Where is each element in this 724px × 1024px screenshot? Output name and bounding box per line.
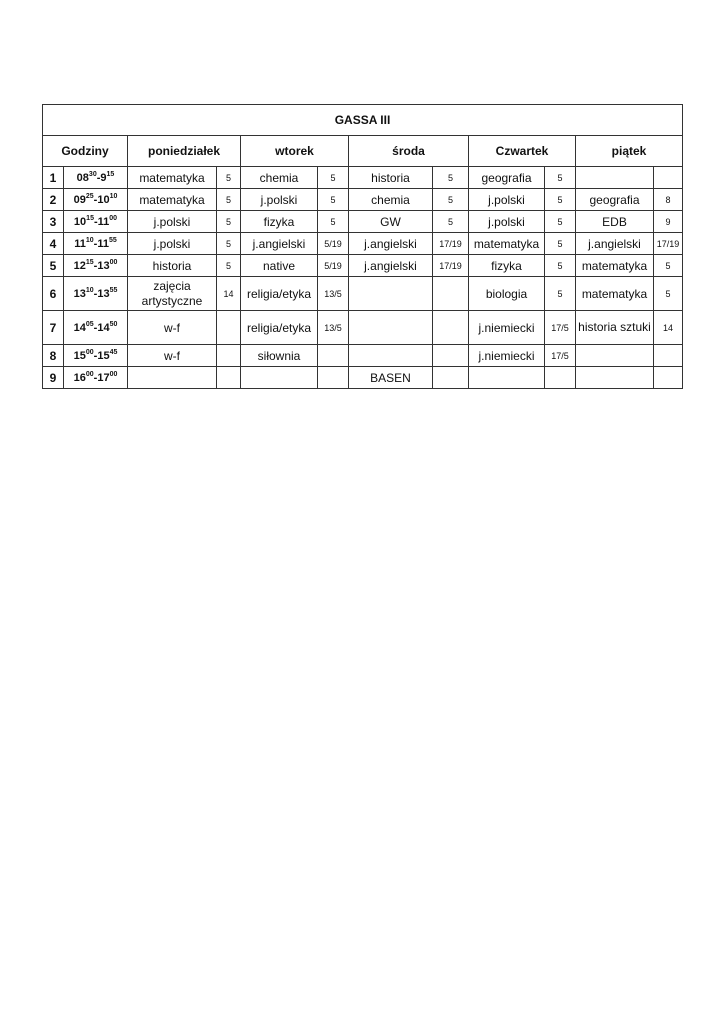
lesson-number: 2 [43, 189, 64, 211]
time-start: 13 [73, 287, 86, 300]
subject-cell [128, 367, 217, 389]
room-cell: 5/19 [318, 255, 349, 277]
subject-cell: j.polski [128, 211, 217, 233]
time-end-minutes: 45 [109, 348, 118, 356]
room-cell: 5 [433, 211, 469, 233]
subject-cell: chemia [241, 167, 318, 189]
room-cell [433, 367, 469, 389]
room-cell: 5 [545, 233, 576, 255]
room-cell: 5/19 [318, 233, 349, 255]
time-start-minutes: 10 [85, 286, 94, 294]
lesson-time: $15^{00}-15^{45}$ [64, 345, 128, 367]
subject-cell: religia/etyka [241, 277, 318, 311]
table-row [43, 311, 683, 345]
header-wednesday: środa [349, 136, 469, 167]
time-start: 14 [73, 321, 86, 334]
subject-cell: j.polski [469, 189, 545, 211]
subject-cell: j.polski [241, 189, 318, 211]
lesson-time: $16^{00}-17^{00}$ [64, 367, 128, 389]
room-cell [433, 345, 469, 367]
room-cell [217, 311, 241, 345]
subject-cell: historia sztuki [576, 311, 654, 345]
time-end-minutes: 50 [109, 320, 118, 328]
room-cell: 17/5 [545, 345, 576, 367]
subject-cell: j.niemiecki [469, 345, 545, 367]
table-row [43, 277, 683, 311]
lesson-number: 9 [43, 367, 64, 389]
room-cell: 5 [545, 277, 576, 311]
subject-cell: j.angielski [241, 233, 318, 255]
subject-cell: matematyka [128, 189, 217, 211]
header-row [43, 136, 683, 167]
lesson-time: $13^{10}-13^{55}$ [64, 277, 128, 311]
time-start: 10 [73, 215, 87, 228]
subject-cell: siłownia [241, 345, 318, 367]
room-cell: 5 [433, 189, 469, 211]
room-cell: 5 [217, 211, 241, 233]
time-end: 13 [97, 287, 110, 300]
room-cell: 9 [654, 211, 683, 233]
time-start: 08 [76, 171, 89, 184]
subject-cell: matematyka [469, 233, 545, 255]
subject-cell [469, 367, 545, 389]
lesson-number: 5 [43, 255, 64, 277]
subject-cell: w-f [128, 311, 217, 345]
room-cell [545, 367, 576, 389]
table-row [43, 233, 683, 255]
table-row [43, 367, 683, 389]
subject-cell: matematyka [576, 277, 654, 311]
lesson-number: 4 [43, 233, 64, 255]
time-end: 10 [97, 193, 110, 206]
room-cell: 5 [433, 167, 469, 189]
subject-cell: matematyka [128, 167, 217, 189]
table-row [43, 345, 683, 367]
room-cell: 5 [545, 189, 576, 211]
lesson-number: 6 [43, 277, 64, 311]
room-cell: 17/19 [654, 233, 683, 255]
time-end-minutes: 55 [109, 286, 118, 294]
room-cell: 17/5 [545, 311, 576, 345]
lesson-number: 1 [43, 167, 64, 189]
subject-cell [349, 277, 433, 311]
timetable [42, 104, 683, 389]
room-cell [217, 345, 241, 367]
time-start-minutes: 10 [85, 236, 94, 244]
time-end: 13 [97, 259, 110, 272]
header-monday: poniedziałek [128, 136, 241, 167]
subject-cell: religia/etyka [241, 311, 318, 345]
subject-cell: j.polski [469, 211, 545, 233]
table-row [43, 189, 683, 211]
table-row [43, 211, 683, 233]
time-start-minutes: 00 [85, 348, 94, 356]
subject-cell: j.angielski [349, 255, 433, 277]
subject-cell [576, 167, 654, 189]
time-start: 16 [73, 371, 86, 384]
subject-cell: zajęcia artystyczne [128, 277, 217, 311]
room-cell: 5 [217, 189, 241, 211]
subject-cell: fizyka [469, 255, 545, 277]
time-end: 11 [97, 237, 109, 250]
subject-cell [241, 367, 318, 389]
subject-cell: BASEN [349, 367, 433, 389]
table-row [43, 255, 683, 277]
lesson-number: 7 [43, 311, 64, 345]
room-cell: 14 [654, 311, 683, 345]
room-cell: 14 [217, 277, 241, 311]
time-start-minutes: 15 [86, 214, 94, 222]
room-cell: 5 [545, 211, 576, 233]
subject-cell: historia [349, 167, 433, 189]
time-start-minutes: 00 [85, 370, 94, 378]
time-end: 11 [97, 215, 110, 228]
timetable-title: GASSA III [43, 105, 683, 136]
time-end: 9 [100, 171, 107, 184]
subject-cell: w-f [128, 345, 217, 367]
table-row [43, 167, 683, 189]
lesson-time: $08^{30}-9^{15}$ [64, 167, 128, 189]
time-end-minutes: 00 [109, 370, 118, 378]
time-start-minutes: 15 [85, 258, 94, 266]
subject-cell: geografia [469, 167, 545, 189]
subject-cell: j.niemiecki [469, 311, 545, 345]
time-start: 09 [73, 193, 86, 206]
subject-cell: j.polski [128, 233, 217, 255]
room-cell: 17/19 [433, 233, 469, 255]
subject-cell [576, 367, 654, 389]
room-cell [433, 311, 469, 345]
subject-cell: chemia [349, 189, 433, 211]
room-cell: 5 [217, 255, 241, 277]
room-cell [318, 345, 349, 367]
room-cell: 13/5 [318, 277, 349, 311]
subject-cell: historia [128, 255, 217, 277]
subject-cell: j.angielski [349, 233, 433, 255]
room-cell [217, 367, 241, 389]
time-start-minutes: 25 [85, 192, 94, 200]
room-cell: 8 [654, 189, 683, 211]
time-end-minutes: 15 [106, 170, 115, 178]
time-end-minutes: 00 [109, 258, 118, 266]
room-cell: 5 [217, 167, 241, 189]
lesson-time: $14^{05}-14^{50}$ [64, 311, 128, 345]
lesson-time: $09^{25}-10^{10}$ [64, 189, 128, 211]
subject-cell: EDB [576, 211, 654, 233]
lesson-number: 3 [43, 211, 64, 233]
room-cell: 13/5 [318, 311, 349, 345]
room-cell [433, 277, 469, 311]
time-start-minutes: 30 [88, 170, 97, 178]
time-start-minutes: 05 [85, 320, 94, 328]
time-start: 12 [73, 259, 86, 272]
room-cell: 17/19 [433, 255, 469, 277]
subject-cell [349, 345, 433, 367]
room-cell: 5 [318, 211, 349, 233]
subject-cell [349, 311, 433, 345]
time-end-minutes: 10 [109, 192, 118, 200]
subject-cell: native [241, 255, 318, 277]
lesson-number: 8 [43, 345, 64, 367]
lesson-time: $12^{15}-13^{00}$ [64, 255, 128, 277]
subject-cell [576, 345, 654, 367]
lesson-time: $10^{15}-11^{00}$ [64, 211, 128, 233]
room-cell: 5 [217, 233, 241, 255]
header-tuesday: wtorek [241, 136, 349, 167]
time-start: 15 [73, 349, 86, 362]
time-end: 15 [97, 349, 110, 362]
room-cell: 5 [654, 255, 683, 277]
room-cell: 5 [545, 255, 576, 277]
subject-cell: biologia [469, 277, 545, 311]
header-friday: piątek [576, 136, 683, 167]
time-end: 14 [97, 321, 110, 334]
subject-cell: matematyka [576, 255, 654, 277]
time-end-minutes: 55 [108, 236, 117, 244]
subject-cell: GW [349, 211, 433, 233]
room-cell: 5 [318, 189, 349, 211]
subject-cell: fizyka [241, 211, 318, 233]
room-cell: 5 [654, 277, 683, 311]
time-start: 11 [74, 237, 86, 250]
room-cell: 5 [318, 167, 349, 189]
header-hours: Godziny [43, 136, 128, 167]
subject-cell: j.angielski [576, 233, 654, 255]
lesson-time: $11^{10}-11^{55}$ [64, 233, 128, 255]
time-end-minutes: 00 [109, 214, 118, 222]
subject-cell: geografia [576, 189, 654, 211]
room-cell [654, 345, 683, 367]
room-cell [654, 367, 683, 389]
room-cell [654, 167, 683, 189]
time-end: 17 [97, 371, 110, 384]
room-cell: 5 [545, 167, 576, 189]
header-thursday: Czwartek [469, 136, 576, 167]
room-cell [318, 367, 349, 389]
